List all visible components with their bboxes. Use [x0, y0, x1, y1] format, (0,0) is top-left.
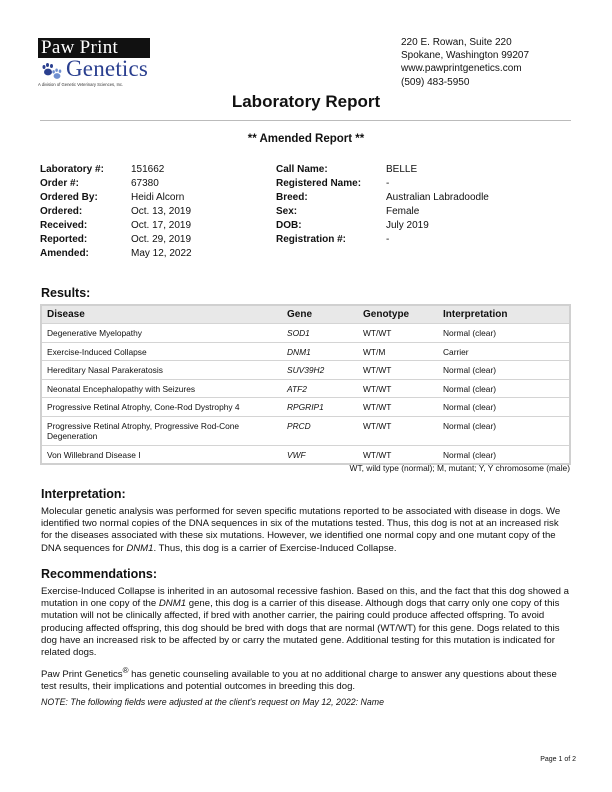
order-info-label: Ordered: [40, 206, 83, 217]
table-row [42, 342, 569, 361]
logo-bottom-text: Genetics [66, 56, 149, 81]
genotype-cell: WT/WT [363, 402, 392, 412]
order-info [40, 163, 192, 261]
interpretation-heading: Interpretation: [41, 487, 126, 501]
dog-info-label: Call Name: [276, 164, 328, 175]
dog-info-label: Breed: [276, 192, 308, 203]
dog-info-value: - [386, 234, 390, 245]
dog-info-label: Registered Name: [276, 178, 362, 189]
gene-cell: SUV39H2 [287, 365, 325, 375]
recommendations-gene: DNM1 [158, 598, 187, 610]
disease-cell: Progressive Retinal Atrophy, Progressive Rod-Cone Degeneration [47, 420, 240, 441]
table-row [42, 416, 569, 445]
genotype-cell: WT/WT [363, 328, 392, 338]
gene-cell: DNM1 [287, 346, 311, 357]
gene-cell: VWF [287, 449, 306, 460]
order-info-row [40, 177, 192, 191]
logo-top-text: Paw Print [38, 38, 150, 58]
address-line-2: Spokane, Washington 99207 [401, 50, 530, 62]
gene-cell: PRCD [287, 420, 311, 431]
order-info-label: Order #: [40, 178, 79, 189]
column-header-disease: Disease [47, 309, 85, 320]
results-heading: Results: [41, 286, 91, 300]
lab-address [401, 36, 529, 89]
address-line-1: 220 E. Rowan, Suite 220 [401, 37, 512, 48]
order-info-row [40, 247, 192, 261]
order-info-value: 151662 [131, 164, 165, 175]
gene-cell: ATF2 [287, 383, 307, 394]
interpretation-text-part: Molecular genetic analysis was performed for seven specific mutations reported to be associated with disease in dogs. We identified two normal copies of the DNA sequences in six of the mutations tested. Thus, this dog is not at an increased risk for the diseases associated with these six mutations. However, we identified one normal copy and one mutant copy of the DNA sequences for [41, 506, 561, 554]
genotype-cell: WT/WT [363, 449, 392, 460]
genotype-cell: WT/WT [363, 420, 392, 431]
gene-cell: RPGRIP1 [287, 402, 324, 412]
table-row [42, 379, 569, 398]
dog-info-label: Sex: [276, 206, 298, 217]
genotype-legend: WT, wild type (normal); M, mutant; Y, Y chromosome (male) [349, 463, 570, 473]
paw-prints-icon [40, 59, 64, 81]
order-info-label: Amended: [40, 248, 89, 259]
page-number: Page 1 of 2 [540, 756, 576, 763]
counseling-text [41, 665, 571, 694]
dog-info-row [276, 219, 489, 233]
interpretation-cell: Normal (clear) [443, 449, 497, 460]
gene-cell: SOD1 [287, 328, 310, 338]
counseling-brand: Paw Print Genetics [41, 669, 123, 681]
order-info-label: Reported: [40, 234, 88, 245]
interpretation-text [41, 506, 571, 555]
table-row [42, 445, 569, 464]
dog-info-label: DOB: [276, 220, 302, 231]
genotype-cell: WT/M [363, 346, 386, 357]
order-info-row [40, 219, 192, 233]
order-info-row [40, 205, 192, 219]
interpretation-text-part: . Thus, this dog is a carrier of Exercise-Induced Collapse. [153, 542, 397, 554]
order-info-value: May 12, 2022 [131, 248, 192, 259]
interpretation-cell: Normal (clear) [443, 365, 497, 375]
recommendations-text-part: Exercise-Induced Collapse is inherited in an autosomal recessive fashion. Based on this, and the fact that this dog showed a mutation in one copy of the [41, 586, 569, 610]
dog-info-row [276, 191, 489, 205]
order-info-value: Heidi Alcorn [131, 192, 185, 203]
phone-number: (509) 483-5950 [401, 76, 470, 88]
logo-division-text: A division of Genetic Veterinary Sciences, Inc. [38, 82, 124, 87]
results-table [40, 304, 571, 465]
table-row [42, 397, 569, 416]
table-row [42, 323, 569, 342]
column-header-genotype: Genotype [363, 309, 410, 320]
website-link[interactable]: www.pawprintgenetics.com [401, 63, 522, 75]
paw-print-genetics-logo [38, 38, 152, 88]
interpretation-cell: Carrier [443, 346, 469, 357]
dog-info-value: Female [386, 206, 420, 217]
order-info-value: 67380 [131, 178, 159, 189]
disease-cell: Exercise-Induced Collapse [47, 346, 147, 357]
amended-heading: ** Amended Report ** [247, 133, 365, 145]
counseling-body: has genetic counseling available to you at no additional charge to answer any questions about these test results, their implications and potential outcomes in breeding this dog. [41, 669, 557, 693]
page-title: Laboratory Report [231, 92, 381, 111]
disease-cell: Von Willebrand Disease I [47, 449, 141, 460]
order-info-row [40, 191, 192, 205]
order-info-value: Oct. 13, 2019 [131, 206, 192, 217]
order-info-row [40, 163, 192, 177]
dog-info-value: - [386, 178, 390, 189]
amendment-note: NOTE: The following fields were adjusted at the client's request on May 12, 2022: Name [41, 697, 384, 707]
disease-cell: Progressive Retinal Atrophy, Cone-Rod Dystrophy 4 [47, 402, 240, 412]
order-info-value: Oct. 17, 2019 [131, 220, 192, 231]
dog-info-row [276, 205, 489, 219]
order-info-label: Laboratory #: [40, 164, 104, 175]
results-table-header [42, 306, 569, 323]
interpretation-gene: DNM1 [126, 542, 154, 554]
dog-info-label: Registration #: [276, 234, 347, 245]
dog-info-value: Australian Labradoodle [386, 192, 489, 203]
order-info-row [40, 233, 192, 247]
order-info-label: Received: [40, 220, 88, 231]
recommendations-heading: Recommendations: [41, 567, 157, 581]
disease-cell: Degenerative Myelopathy [47, 328, 142, 338]
order-info-value: Oct. 29, 2019 [131, 234, 192, 245]
interpretation-cell: Normal (clear) [443, 402, 497, 412]
genotype-cell: WT/WT [363, 383, 392, 394]
column-header-gene: Gene [287, 309, 313, 320]
disease-cell: Neonatal Encephalopathy with Seizures [47, 383, 196, 394]
dog-info [276, 163, 489, 247]
dog-info-row [276, 233, 489, 247]
recommendations-text [41, 586, 571, 659]
title-divider [40, 120, 571, 121]
column-header-interpretation: Interpretation [443, 309, 508, 320]
registered-mark: ® [122, 666, 129, 675]
interpretation-cell: Normal (clear) [443, 383, 497, 394]
table-row [42, 360, 569, 379]
recommendations-text-part: gene, this dog is a carrier of this disease. Although dogs that carry only one copy of this mutation will not be clinically affected, if bred with another carrier, the pairing could produce affected offspring. To avoid producing affected offspring, this dog should be bred with dogs that are normal (WT/WT) for this gene. Dogs related to this dog have an increased risk to be affected by or carry the mutated gene. Additional testing for this mutation is indicated for related dogs. [41, 598, 560, 659]
dog-info-value: July 2019 [386, 220, 429, 231]
interpretation-cell: Normal (clear) [443, 328, 497, 338]
dog-info-row [276, 177, 489, 191]
disease-cell: Hereditary Nasal Parakeratosis [47, 365, 163, 375]
dog-info-row [276, 163, 489, 177]
genotype-cell: WT/WT [363, 365, 392, 375]
interpretation-cell: Normal (clear) [443, 420, 497, 431]
order-info-label: Ordered By: [40, 192, 98, 203]
dog-info-value: BELLE [386, 164, 418, 175]
